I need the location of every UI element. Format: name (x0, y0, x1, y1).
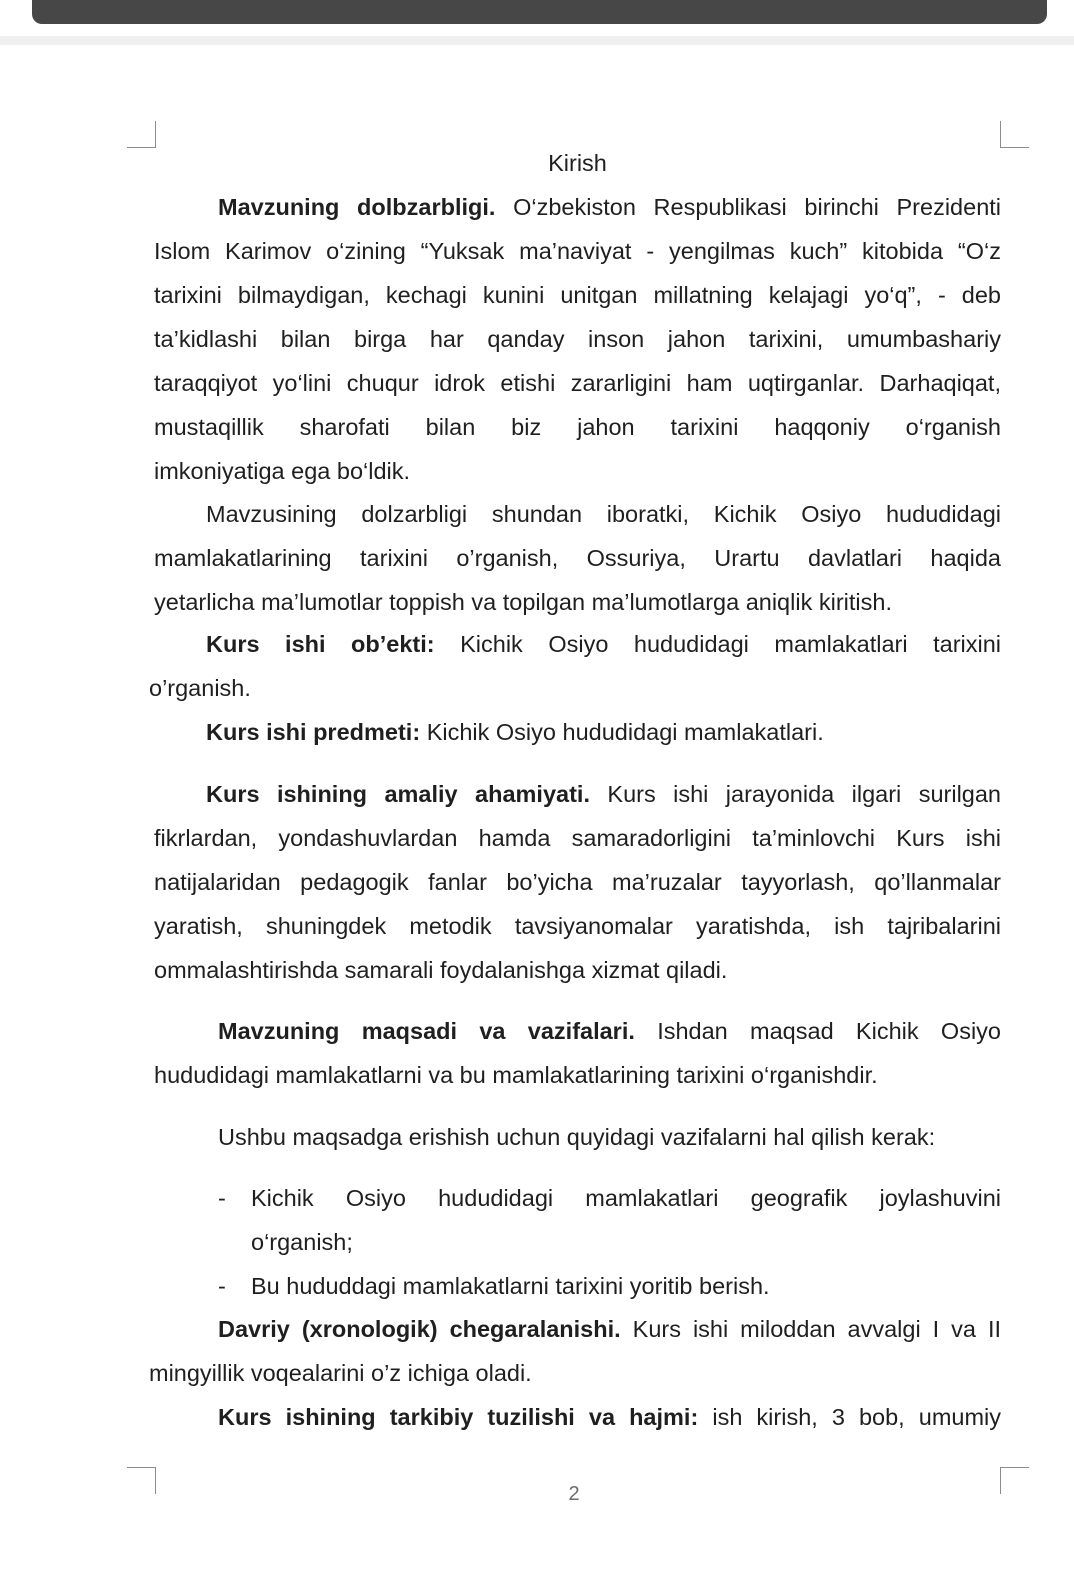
paragraph-heading: Kurs ishining tarkibiy tuzilishi va hajmi: (218, 1404, 699, 1430)
paragraph-heading: Davriy (xronologik) chegaralanishi. (218, 1316, 621, 1342)
paragraph-line (154, 1009, 1001, 1053)
list-item-line: o‘rganish; (251, 1229, 353, 1255)
text-span: O‘zbekiston Respublikasi birinchi Prezidenti (513, 194, 1002, 220)
paragraph-line: imkoniyatiga ega bo‘ldik. (154, 458, 411, 484)
list-item-line: Bu hududdagi mamlakatlarni tarixini yoritib berish. (251, 1273, 770, 1299)
paragraph-line: taraqqiyot yo‘lini chuqur idrok etishi zararligini ham uqtirganlar. Darhaqiqat, (154, 370, 1001, 396)
page-top-edge (0, 36, 1074, 45)
list-item-line: Kichik Osiyo hududidagi mamlakatlari geografik joylashuvini (251, 1185, 1001, 1211)
paragraph-line: yaratish, shuningdek metodik tavsiyanomalar yaratishda, ish tajribalarini (154, 913, 1001, 939)
paragraph-dolzarbligi (154, 492, 1001, 624)
margin-corner-top-left (127, 121, 156, 148)
window-top-bar (32, 0, 1047, 24)
paragraph-heading: Mavzuning maqsadi va vazifalari. (218, 1018, 635, 1044)
paragraph-heading: Kurs ishi ob’ekti: (206, 631, 435, 657)
text-span: ish kirish, 3 bob, umumiy (712, 1404, 1002, 1430)
paragraph-line: natijalaridan pedagogik fanlar bo’yicha ma’ruzalar tayyorlash, qo’llanmalar (154, 869, 1001, 895)
paragraph-line: Mavzusining dolzarbligi shundan iboratki, Kichik Osiyo hududidagi (206, 501, 1001, 527)
paragraph-line (154, 710, 1001, 754)
paragraph-maqsadi (154, 1009, 1001, 1097)
paragraph-heading: Kurs ishi predmeti: (206, 719, 421, 745)
bullet-dash: - (218, 1273, 226, 1299)
paragraph-predmeti (154, 710, 1001, 754)
paragraph-heading: Mavzuning dolbzarbligi. (218, 194, 496, 220)
paragraph-line: mingyillik voqealarini o’z ichiga oladi. (149, 1360, 532, 1386)
text-span: Kichik Osiyo hududidagi mamlakatlari tarixini (460, 631, 1002, 657)
paragraph-line: tarixini bilmaydigan, kechagi kunini unitgan millatning kelajagi yo‘q”, - deb (154, 282, 1001, 308)
paragraph-line: ommalashtirishda samarali foydalanishga xizmat qiladi. (154, 957, 728, 983)
paragraph-line: Ushbu maqsadga erishish uchun quyidagi vazifalarni hal qilish kerak: (218, 1124, 936, 1150)
document-title: Kirish (548, 150, 607, 176)
paragraph-line: mustaqillik sharofati bilan biz jahon tarixini haqqoniy o‘rganish (154, 414, 1001, 440)
paragraph-obekti (149, 622, 1002, 710)
text-span: Ishdan maqsad Kichik Osiyo (657, 1018, 1001, 1044)
paragraph-line: yetarlicha ma’lumotlar toppish va topilgan ma’lumotlarga aniqlik kiritish. (154, 589, 892, 615)
paragraph-line (154, 1395, 1001, 1439)
list-item (0, 1176, 1001, 1264)
paragraph-line (149, 1307, 1001, 1351)
paragraph-heading: Kurs ishining amaliy ahamiyati. (206, 781, 590, 807)
text-span: Kichik Osiyo hududidagi mamlakatlari. (426, 719, 824, 745)
paragraph-line (154, 772, 1001, 816)
paragraph-line: fikrlardan, yondashuvlardan hamda samaradorligini ta’minlovchi Kurs ishi (154, 825, 1001, 851)
paragraph-tarkibiy-tuzilishi (154, 1395, 1001, 1439)
page-number: 2 (568, 1483, 580, 1505)
text-span: Kurs ishi jarayonida ilgari surilgan (607, 781, 1001, 807)
paragraph-dolbzarbligi (154, 185, 1001, 493)
margin-corner-top-right (1000, 121, 1029, 148)
paragraph-line: o’rganish. (149, 675, 251, 701)
paragraph-line: hududidagi mamlakatlarni va bu mamlakatlarining tarixini o‘rganishdir. (154, 1062, 878, 1088)
list-item (0, 1264, 1001, 1308)
paragraph-amaliy-ahamiyati (154, 772, 1001, 992)
text-span: Kurs ishi miloddan avvalgi I va II (632, 1316, 1002, 1342)
paragraph-line (154, 185, 1001, 229)
paragraph-line: ta’kidlashi bilan birga har qanday inson jahon tarixini, umumbashariy (154, 326, 1001, 352)
task-list (0, 1176, 1001, 1308)
paragraph-line: Islom Karimov o‘zining “Yuksak ma’naviyat - yengilmas kuch” kitobida “O‘z (154, 238, 1001, 264)
paragraph-xronologik (149, 1307, 1001, 1395)
paragraph-line: mamlakatlarining tarixini o’rganish, Ossuriya, Urartu davlatlari haqida (154, 545, 1001, 571)
paragraph-line (154, 622, 1001, 666)
paragraph-vazifalar-intro (154, 1115, 1001, 1159)
bullet-dash: - (218, 1185, 226, 1211)
